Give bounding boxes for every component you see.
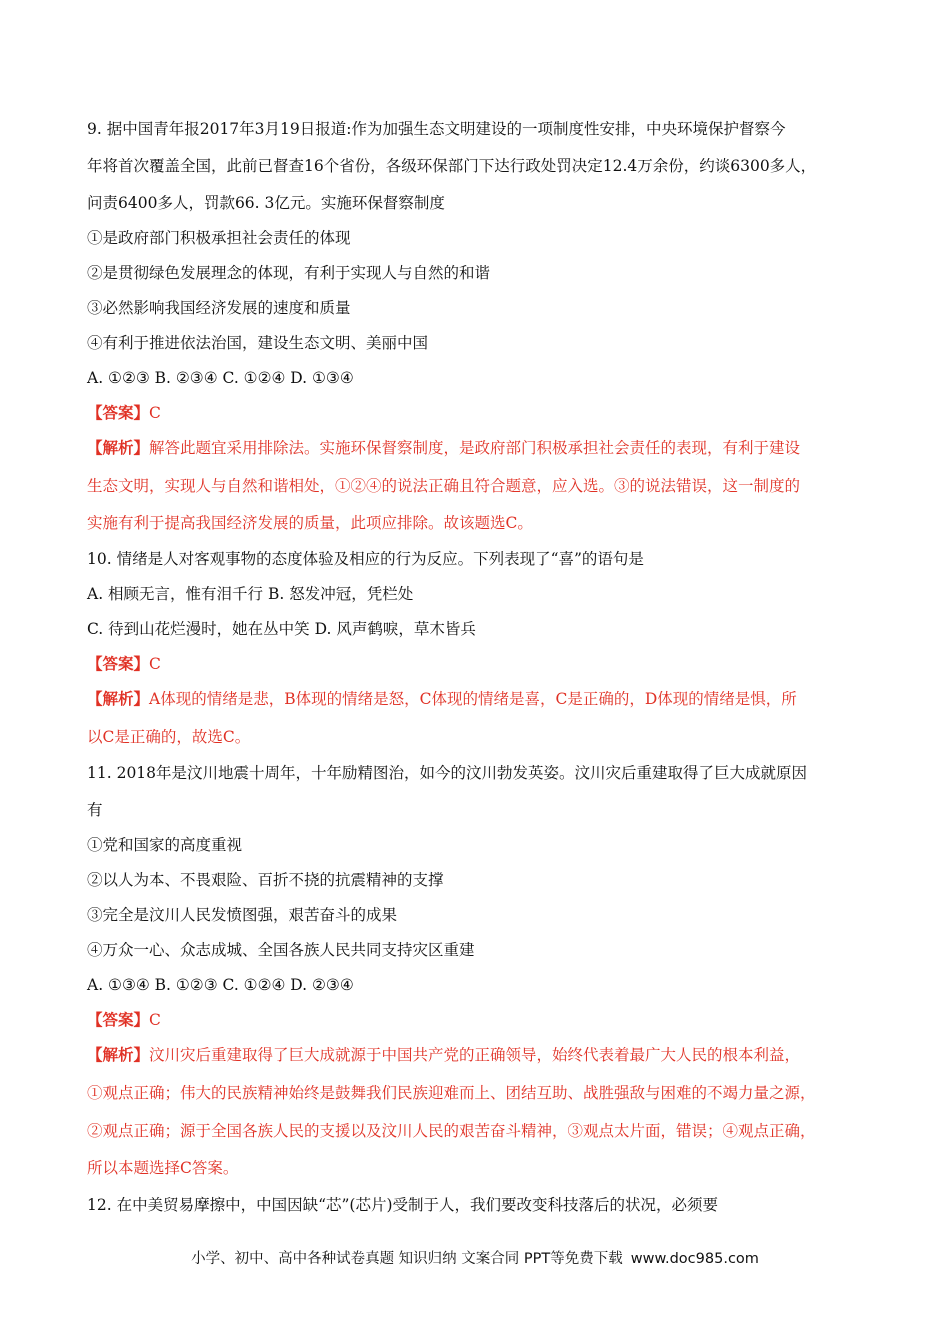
q11-statement-2: ②以人为本、不畏艰险、百折不挠的抗震精神的支撑	[87, 871, 444, 889]
footer-url-link[interactable]: www.doc985.com	[630, 1251, 759, 1267]
analysis-text: A体现的情绪是悲，B体现的情绪是怒，C体现的情绪是喜，C是正确的，D体现的情绪是惧，所	[149, 690, 797, 708]
q11-statement-3: ③完全是汶川人民发愤图强，艰苦奋斗的成果	[87, 906, 398, 924]
q11-analysis-line-4: 所以本题选择C答案。	[87, 1159, 239, 1177]
q9-answer	[87, 402, 877, 424]
q10-answer	[87, 653, 877, 675]
answer-label: 【答案】	[87, 1010, 150, 1029]
q9-statement-1: ①是政府部门积极承担社会责任的体现	[87, 229, 351, 247]
q9-statement-3: ③必然影响我国经济发展的速度和质量	[87, 299, 351, 317]
q9-options: A. ①②③ B. ②③④ C. ①②④ D. ①③④	[87, 369, 354, 387]
q10-options-1: A. 相顾无言，惟有泪千行 B. 怒发冲冠，凭栏处	[87, 585, 414, 603]
answer-label: 【答案】	[87, 403, 150, 422]
q11-stem-line-1: 11. 2018年是汶川地震十周年，十年励精图治，如今的汶川勃发英姿。汶川灾后重建取得了巨大成就原因	[87, 764, 808, 782]
analysis-text: 汶川灾后重建取得了巨大成就源于中国共产党的正确领导，始终代表着最广大人民的根本利益，	[149, 1046, 801, 1064]
analysis-label: 【解析】	[87, 689, 150, 708]
q9-analysis-line-1	[87, 437, 877, 459]
q11-analysis-line-2: ①观点正确；伟大的民族精神始终是鼓舞我们民族迎难而上、团结互助、战胜强敌与困难的不竭力量之源，	[87, 1084, 816, 1102]
analysis-label: 【解析】	[87, 438, 150, 457]
analysis-text: 解答此题宜采用排除法。实施环保督察制度，是政府部门积极承担社会责任的表现，有利于建设	[149, 439, 801, 457]
q9-stem-line-2: 年将首次覆盖全国，此前已督查16个省份，各级环保部门下达行政处罚决定12.4万余份，约谈6300多人，	[87, 157, 817, 175]
q11-answer	[87, 1009, 877, 1031]
answer-value: C	[149, 1011, 161, 1029]
answer-label: 【答案】	[87, 654, 150, 673]
q9-analysis-line-2: 生态文明，实现人与自然和谐相处，①②④的说法正确且符合题意，应入选。③的说法错误，这一制度的	[87, 477, 801, 495]
q9-stem-line-3: 问责6400多人，罚款66. 3亿元。实施环保督察制度	[87, 194, 445, 212]
q11-analysis-line-3: ②观点正确；源于全国各族人民的支援以及汶川人民的艰苦奋斗精神，③观点太片面，错误；④观点正确，	[87, 1122, 816, 1140]
footer-text: 小学、初中、高中各种试卷真题 知识归纳 文案合同 PPT等免费下载	[191, 1251, 623, 1267]
answer-value: C	[149, 404, 161, 422]
q9-statement-2: ②是贯彻绿色发展理念的体现，有利于实现人与自然的和谐	[87, 264, 491, 282]
q9-stem-line-1: 9. 据中国青年报2017年3月19日报道:作为加强生态文明建设的一项制度性安排，中央环境保护督察今	[87, 120, 786, 138]
q10-options-2: C. 待到山花烂漫时，她在丛中笑 D. 风声鹤唳，草木皆兵	[87, 620, 476, 638]
q11-stem-line-2: 有	[87, 801, 103, 819]
q11-options: A. ①③④ B. ①②③ C. ①②④ D. ②③④	[87, 976, 354, 994]
q11-statement-1: ①党和国家的高度重视	[87, 836, 243, 854]
q9-analysis-line-3: 实施有利于提高我国经济发展的质量，此项应排除。故该题选C。	[87, 514, 533, 532]
q10-analysis-line-1	[87, 688, 877, 710]
q11-statement-4: ④万众一心、众志成城、全国各族人民共同支持灾区重建	[87, 941, 475, 959]
answer-value: C	[149, 655, 161, 673]
q10-analysis-line-2: 以C是正确的，故选C。	[87, 728, 251, 746]
analysis-label: 【解析】	[87, 1045, 150, 1064]
q12-stem: 12. 在中美贸易摩擦中，中国因缺“芯”(芯片)受制于人，我们要改变科技落后的状况，必须要	[87, 1196, 719, 1214]
q10-stem: 10. 情绪是人对客观事物的态度体验及相应的行为反应。下列表现了“喜”的语句是	[87, 550, 644, 568]
q9-statement-4: ④有利于推进依法治国，建设生态文明、美丽中国	[87, 334, 429, 352]
page-footer	[0, 1247, 950, 1268]
q11-analysis-line-1	[87, 1044, 877, 1066]
